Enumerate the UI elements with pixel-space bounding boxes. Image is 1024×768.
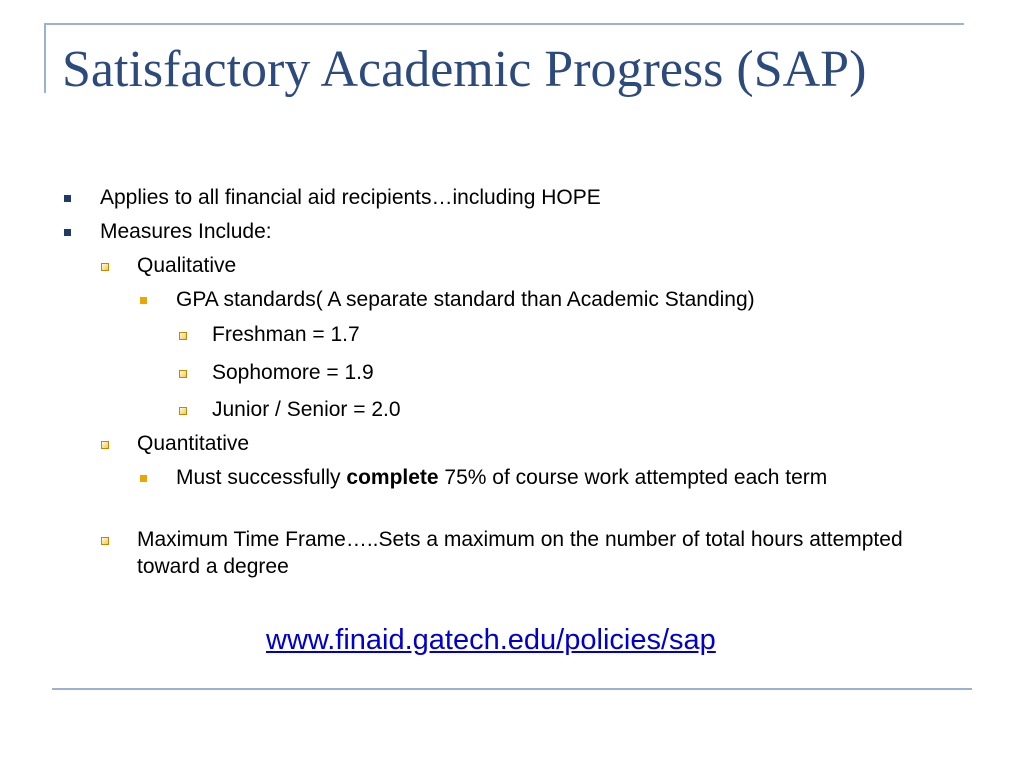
hollow-square-bullet-icon	[179, 332, 187, 340]
title-frame-top-line	[44, 23, 964, 25]
bullet-item-applies	[0, 184, 1024, 211]
bullet-text-measures: Measures Include:	[100, 220, 272, 243]
slide-title: Satisfactory Academic Progress (SAP)	[62, 41, 867, 98]
footer-line	[52, 688, 972, 690]
bullet-text-sophomore: Sophomore = 1.9	[212, 361, 374, 384]
hollow-square-bullet-icon	[101, 441, 109, 449]
bullet-text-gpa-standards: GPA standards( A separate standard than Academic Standing)	[176, 288, 755, 311]
square-bullet-icon	[64, 229, 71, 236]
bullet-text-must-complete	[176, 464, 936, 491]
bullet-text-freshman: Freshman = 1.7	[212, 323, 360, 346]
must-text-start: Must successfully	[176, 466, 347, 489]
hollow-square-bullet-icon	[179, 407, 187, 415]
bullet-text-max-time-frame: Maximum Time Frame…..Sets a maximum on the number of total hours attempted toward a degree	[137, 528, 903, 578]
bullet-item-freshman	[0, 321, 1024, 348]
bullet-item-qualitative	[0, 252, 1024, 279]
bullet-item-sophomore	[0, 359, 1024, 386]
bullet-item-must-complete	[0, 464, 1024, 518]
bullet-item-measures	[0, 218, 1024, 245]
square-bullet-icon	[140, 475, 147, 482]
bullet-text-qualitative: Qualitative	[137, 254, 237, 277]
hollow-square-bullet-icon	[101, 537, 109, 545]
square-bullet-icon	[64, 195, 71, 202]
square-bullet-icon	[140, 297, 147, 304]
bullet-item-max-time-frame	[0, 526, 1024, 580]
bullet-text-applies: Applies to all financial aid recipients…including HOPE	[100, 186, 601, 209]
hollow-square-bullet-icon	[179, 370, 187, 378]
must-text-end: 75% of course work attempted each term	[438, 466, 828, 489]
bullet-text-quantitative: Quantitative	[137, 432, 250, 455]
bullet-item-gpa-standards	[0, 286, 1024, 313]
bullet-item-junior-senior	[0, 396, 1024, 423]
sap-policy-link[interactable]: www.finaid.gatech.edu/policies/sap	[266, 624, 716, 656]
bullet-text-junior-senior: Junior / Senior = 2.0	[212, 398, 401, 421]
emphasis-complete: complete	[346, 466, 439, 489]
bullet-item-quantitative	[0, 430, 1024, 457]
title-frame-left-line	[44, 23, 46, 93]
hollow-square-bullet-icon	[101, 263, 109, 271]
